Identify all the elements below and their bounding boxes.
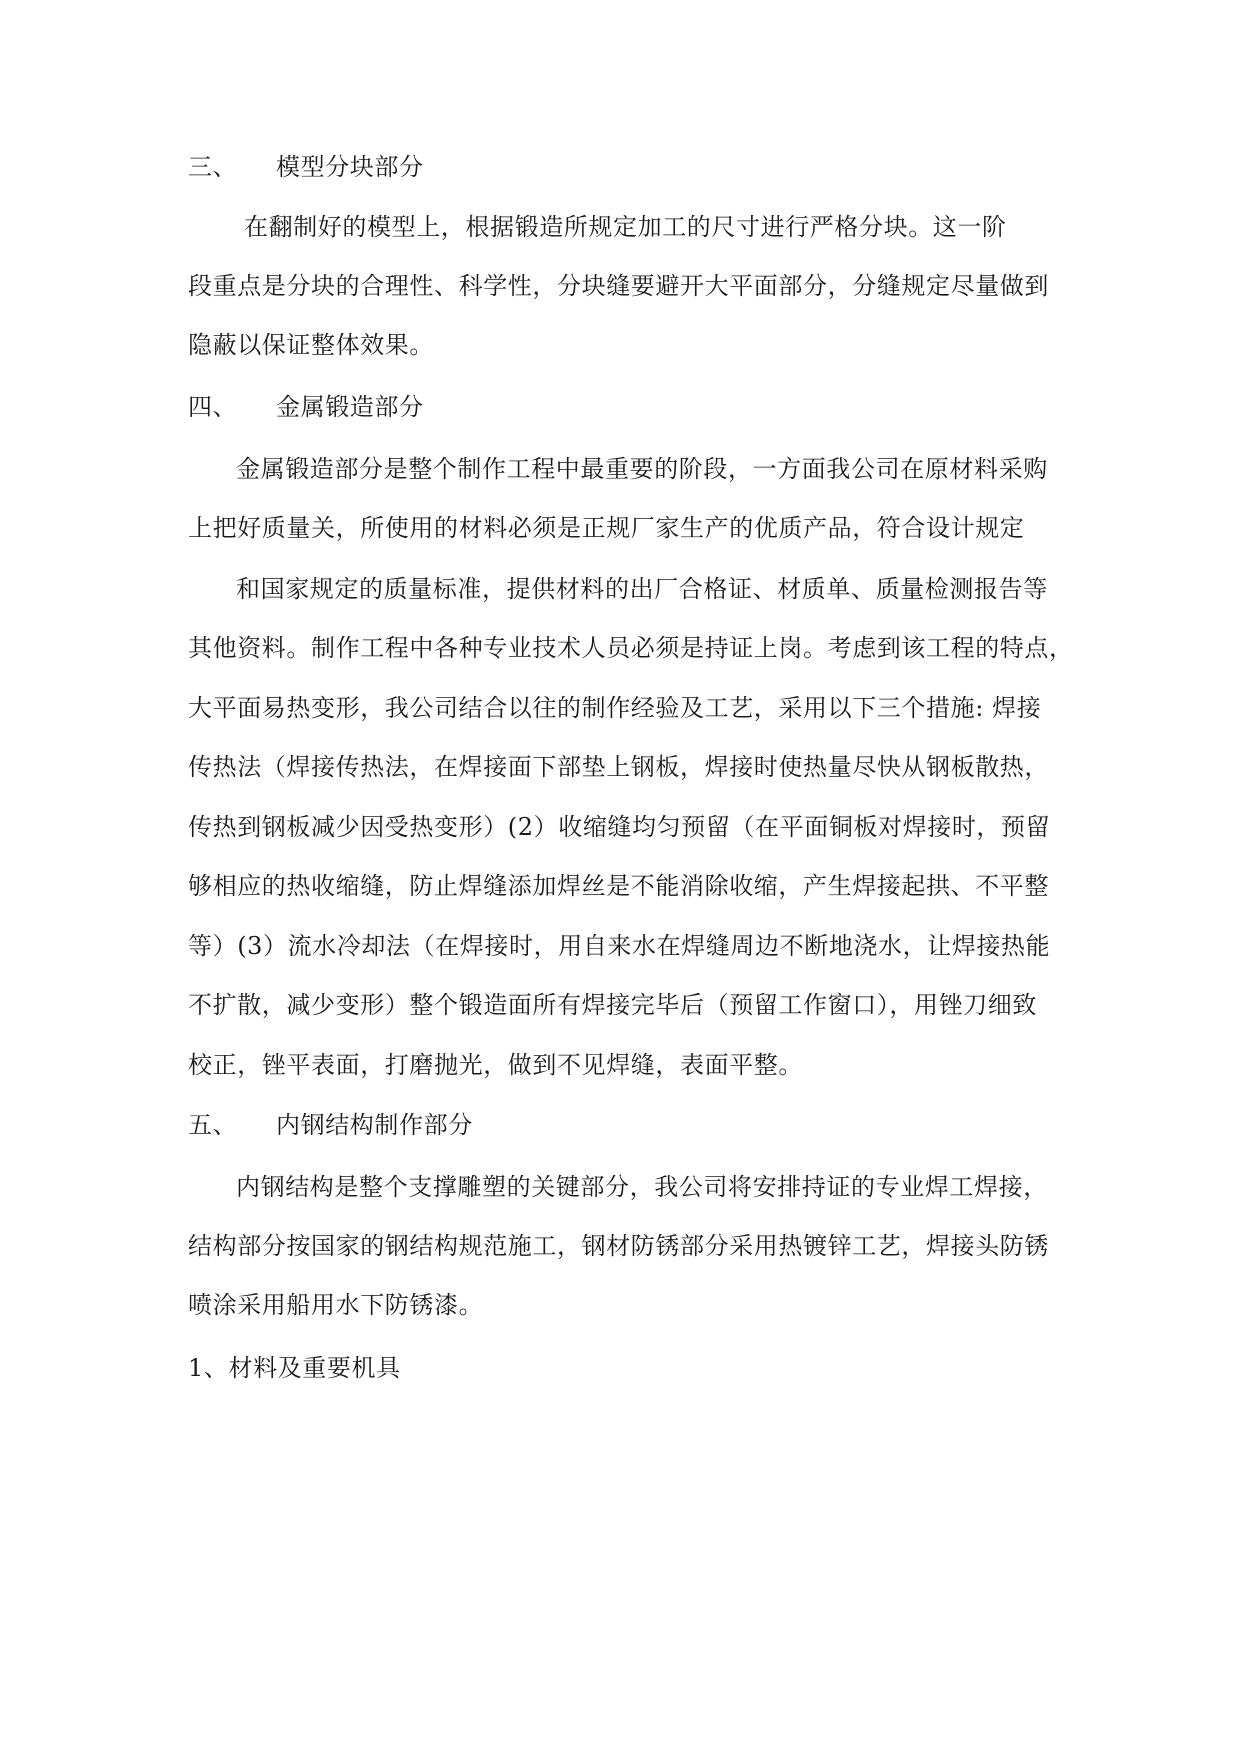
paragraph-line: 其他资料。制作工程中各种专业技术人员必须是持证上岗。考虑到该工程的特点， [188,634,1074,662]
section-title: 金属锻造部分 [276,393,424,421]
section-title: 内钢结构制作部分 [276,1111,473,1139]
paragraph-line: 喷涂采用船用水下防锈漆。 [188,1291,484,1319]
paragraph-line: 内钢结构是整个支撑雕塑的关键部分，我公司将安排持证的专业焊工焊接， [236,1173,1048,1201]
section-heading-5 [188,1110,473,1140]
paragraph-line: 金属锻造部分是整个制作工程中最重要的阶段，一方面我公司在原材料采购 [236,455,1048,483]
subheading-materials: 1、材料及重要机具 [188,1354,401,1382]
paragraph-line: 大平面易热变形，我公司结合以往的制作经验及工艺，采用以下三个措施: 焊接 [188,694,1042,722]
paragraph-line: 够相应的热收缩缝，防止焊缝添加焊丝是不能消除收缩，产生焊接起拱、不平整 [188,872,1049,900]
paragraph-line: 等）(3）流水冷却法（在焊接时，用自来水在焊缝周边不断地浇水，让焊接热能 [188,932,1051,960]
paragraph-line: 校正，锉平表面，打磨抛光，做到不见焊缝，表面平整。 [188,1051,803,1079]
paragraph-line: 段重点是分块的合理性、科学性，分块缝要避开大平面部分，分缝规定尽量做到 [188,272,1049,300]
paragraph-line: 结构部分按国家的钢结构规范施工，钢材防锈部分采用热镀锌工艺，焊接头防锈 [188,1232,1049,1260]
paragraph-line: 传热到钢板减少因受热变形）(2）收缩缝均匀预留（在平面铜板对焊接时，预留 [188,813,1051,841]
paragraph-line: 上把好质量关，所使用的材料必须是正规厂家生产的优质产品，符合设计规定 [188,514,1025,542]
paragraph-line: 不扩散，减少变形）整个锻造面所有焊接完毕后（预留工作窗口），用锉刀细致 [188,991,1037,1019]
section-number: 四、 [188,393,238,421]
paragraph-line: 在翻制好的模型上，根据锻造所规定加工的尺寸进行严格分块。这一阶 [244,213,1007,241]
section-number: 三、 [188,153,238,181]
paragraph-line: 传热法（焊接传热法，在焊接面下部垫上钢板，焊接时使热量尽快从钢板散热， [188,753,1049,781]
paragraph-line: 隐蔽以保证整体效果。 [188,331,434,359]
section-title: 模型分块部分 [276,153,424,181]
section-heading-4 [188,392,424,422]
paragraph-line: 和国家规定的质量标准，提供材料的出厂合格证、材质单、质量检测报告等 [236,575,1048,603]
section-heading-3 [188,152,424,182]
section-number: 五、 [188,1111,238,1139]
